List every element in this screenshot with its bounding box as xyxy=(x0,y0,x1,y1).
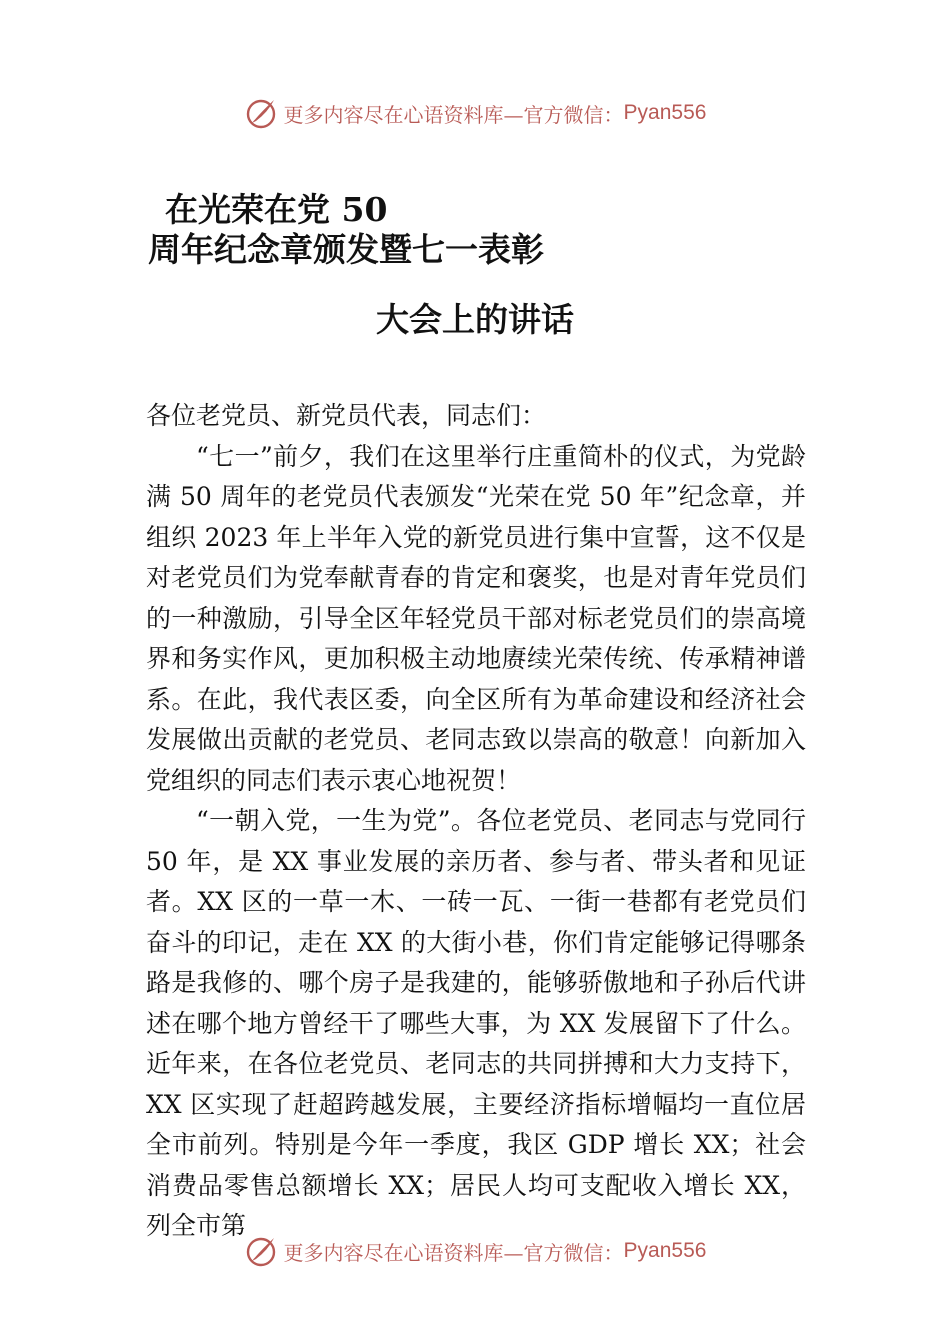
quill-logo-icon xyxy=(244,1234,278,1268)
title-line-2: 周年纪念章颁发暨七一表彰 xyxy=(148,230,544,269)
watermark-footer xyxy=(0,1234,950,1268)
quill-logo-icon xyxy=(244,96,278,130)
watermark-header xyxy=(0,96,950,130)
title-line-1: 在光荣在党 50 xyxy=(165,190,388,229)
paragraph-2: “一朝入党，一生为党”。各位老党员、老同志与党同行 50 年，是 XX 事业发展的亲历者、参与者、带头者和见证者。XX 区的一草一木、一砖一瓦、一街一巷都有老党员们奋斗的印记，走在 XX 的大街小巷，你们肯定能够记得哪条路是我修的、哪个房子是我建的，能够骄傲地和子孙后代讲述在哪个地方曾经干了哪些大事，为 XX 发展留下了什么。近年来，在各位老党员、老同志的共同拼搏和大力支持下，XX 区实现了赶超跨越发展，主要经济指标增幅均一直位居全市前列。特别是今年一季度，我区 GDP 增长 XX；社会消费品零售总额增长 XX；居民人均可支配收入增长 XX，列全市第 xyxy=(146,806,806,1240)
watermark-account: Pyan556 xyxy=(623,101,707,124)
watermark-text: 更多内容尽在心语资料库—官方微信： xyxy=(283,1240,624,1265)
watermark-account: Pyan556 xyxy=(623,1239,707,1262)
paragraph-1: “七一”前夕，我们在这里举行庄重简朴的仪式，为党龄满 50 周年的老党员代表颁发“光荣在党 50 年”纪念章，并组织 2023 年上半年入党的新党员进行集中宣誓，这不仅是对老党员们为党奉献青春的肯定和褒奖，也是对青年党员们的一种激励，引导全区年轻党员干部对标老党员们的崇高境界和务实作风，更加积极主动地赓续光荣传统、传承精神谱系。在此，我代表区委，向全区所有为革命建设和经济社会发展做出贡献的老党员、老同志致以崇高的敬意！向新加入党组织的同志们表示衷心地祝贺！ xyxy=(146,441,806,795)
watermark-text: 更多内容尽在心语资料库—官方微信： xyxy=(283,102,624,127)
speech-body xyxy=(146,396,806,1247)
title-line-3: 大会上的讲话 xyxy=(376,300,574,339)
salutation: 各位老党员、新党员代表，同志们： xyxy=(146,401,547,430)
